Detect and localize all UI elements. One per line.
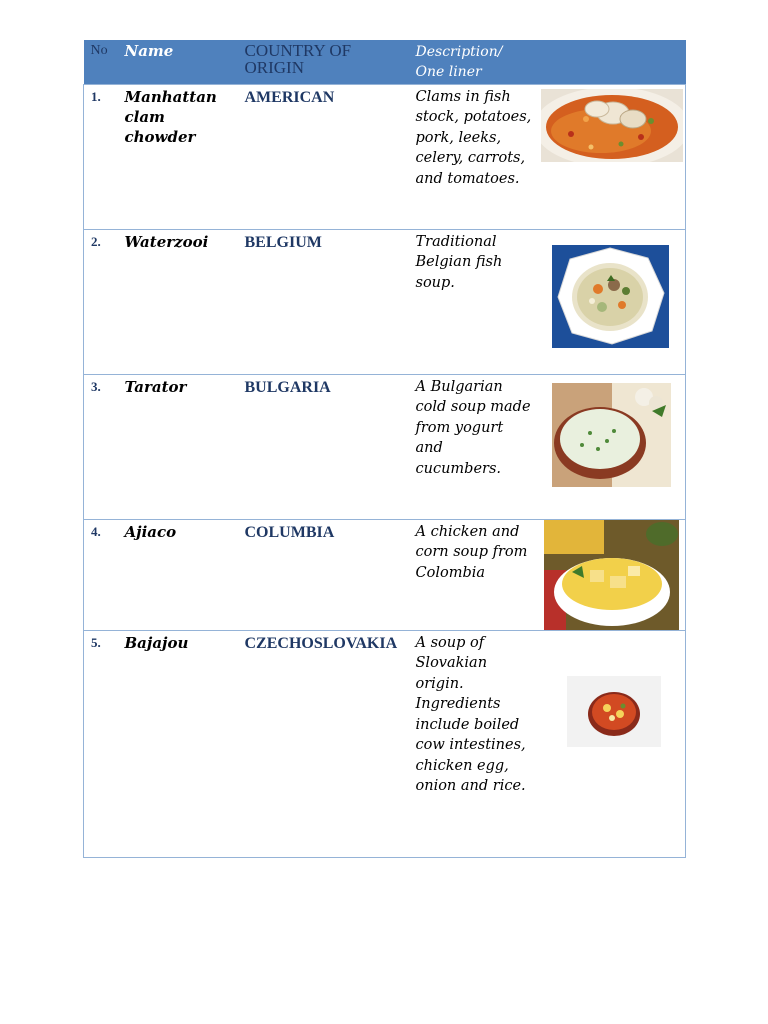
- soup-name: Manhattan clam chowder: [121, 84, 241, 229]
- image-cell: [536, 519, 686, 630]
- bajajou-photo: [567, 676, 661, 747]
- row-number: 1.: [84, 84, 121, 229]
- table-row: [84, 229, 686, 374]
- row-number: 2.: [84, 229, 121, 374]
- waterzooi-photo: [552, 245, 669, 348]
- table-row: [84, 374, 686, 519]
- country-of-origin: BULGARIA: [241, 374, 412, 519]
- soup-name: Ajiaco: [121, 519, 241, 630]
- row-number: 3.: [84, 374, 121, 519]
- country-of-origin: COLUMBIA: [241, 519, 412, 630]
- soup-name: Bajajou: [121, 630, 241, 857]
- table-header-row: [84, 40, 686, 84]
- ajiaco-photo: [544, 520, 679, 630]
- header-image: [536, 40, 686, 84]
- clam-chowder-photo: [541, 89, 683, 162]
- header-name: Name: [124, 42, 174, 60]
- soup-description: A chicken and corn soup from Colombia: [412, 519, 536, 630]
- row-number: 4.: [84, 519, 121, 630]
- soup-description: Clams in fish stock, potatoes, pork, leeks, celery, carrots, and tomatoes.: [412, 84, 536, 229]
- country-of-origin: AMERICAN: [241, 84, 412, 229]
- tarator-photo: [552, 383, 671, 487]
- table-row: [84, 519, 686, 630]
- soup-name: Tarator: [121, 374, 241, 519]
- image-cell: [536, 229, 686, 374]
- image-cell: [536, 630, 686, 857]
- image-cell: [536, 374, 686, 519]
- header-country: COUNTRY OF ORIGIN: [244, 41, 352, 77]
- soup-description: A soup of Slovakian origin. Ingredients include boiled cow intestines, chicken egg, onion and rice.: [412, 630, 536, 857]
- soup-description: A Bulgarian cold soup made from yogurt and cucumbers.: [412, 374, 536, 519]
- country-of-origin: CZECHOSLOVAKIA: [241, 630, 412, 857]
- table-row: [84, 84, 686, 229]
- soup-name: Waterzooi: [121, 229, 241, 374]
- header-description: Description/ One liner: [415, 44, 503, 80]
- table-row: [84, 630, 686, 857]
- soups-table: [83, 40, 686, 858]
- country-of-origin: BELGIUM: [241, 229, 412, 374]
- image-cell: [536, 84, 686, 229]
- header-no: No: [90, 43, 108, 58]
- soup-description: Traditional Belgian fish soup.: [412, 229, 536, 374]
- row-number: 5.: [84, 630, 121, 857]
